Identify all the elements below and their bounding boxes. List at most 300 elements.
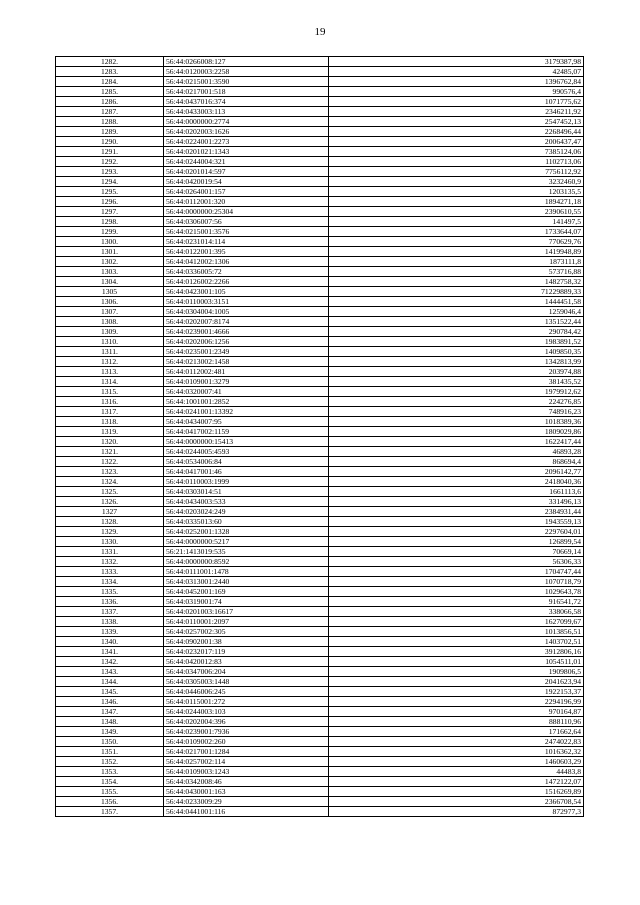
cadastral-number-cell: 56:44:0342008:46 [164, 777, 329, 787]
row-number-cell: 1282. [56, 57, 164, 67]
cadastral-value-cell: 1071775,62 [329, 97, 584, 107]
table-row [56, 227, 584, 237]
table-row [56, 617, 584, 627]
row-number-cell: 1323. [56, 467, 164, 477]
row-number-cell: 1357. [56, 807, 164, 817]
cadastral-number-cell: 56:44:0235001:2349 [164, 347, 329, 357]
row-number-cell: 1310. [56, 337, 164, 347]
cadastral-number-cell: 56:44:0257002:114 [164, 757, 329, 767]
cadastral-number-cell: 56:44:0266008:127 [164, 57, 329, 67]
cadastral-number-cell: 56:44:0244004:321 [164, 157, 329, 167]
row-number-cell: 1342. [56, 657, 164, 667]
cadastral-value-cell: 2366708,54 [329, 797, 584, 807]
cadastral-value-cell: 1396762,84 [329, 77, 584, 87]
cadastral-value-cell: 2294196,99 [329, 697, 584, 707]
cadastral-value-cell: 1909806,5 [329, 667, 584, 677]
cadastral-value-cell: 1070718,79 [329, 577, 584, 587]
cadastral-value-cell: 224276,85 [329, 397, 584, 407]
row-number-cell: 1315. [56, 387, 164, 397]
cadastral-number-cell: 56:44:0232017:119 [164, 647, 329, 657]
table-row [56, 607, 584, 617]
cadastral-number-cell: 56:44:0213002:1458 [164, 357, 329, 367]
cadastral-value-cell: 42485,07 [329, 67, 584, 77]
row-number-cell: 1285. [56, 87, 164, 97]
table-row [56, 267, 584, 277]
cadastral-number-cell: 56:44:0109001:3279 [164, 377, 329, 387]
cadastral-value-cell: 1403702,51 [329, 637, 584, 647]
table-row [56, 117, 584, 127]
cadastral-number-cell: 56:44:0000000:2774 [164, 117, 329, 127]
cadastral-number-cell: 56:44:0420012:83 [164, 657, 329, 667]
cadastral-number-cell: 56:44:0434007:95 [164, 417, 329, 427]
cadastral-number-cell: 56:44:0215001:3590 [164, 77, 329, 87]
table-row [56, 377, 584, 387]
row-number-cell: 1351. [56, 747, 164, 757]
cadastral-number-cell: 56:44:0202003:1626 [164, 127, 329, 137]
table-row [56, 677, 584, 687]
cadastral-number-cell: 56:44:0233009:29 [164, 797, 329, 807]
cadastral-number-cell: 56:44:0244005:4593 [164, 447, 329, 457]
table-row [56, 637, 584, 647]
table-row [56, 537, 584, 547]
cadastral-number-cell: 56:44:0320007:41 [164, 387, 329, 397]
table-row [56, 407, 584, 417]
cadastral-value-cell: 1873111,8 [329, 257, 584, 267]
cadastral-value-cell: 3232460,9 [329, 177, 584, 187]
cadastral-value-cell: 770629,76 [329, 237, 584, 247]
row-number-cell: 1301. [56, 247, 164, 257]
table-row [56, 77, 584, 87]
cadastral-value-cell: 2384931,44 [329, 507, 584, 517]
cadastral-number-cell: 56:44:0224001:2273 [164, 137, 329, 147]
cadastral-number-cell: 56:44:0202007:8174 [164, 317, 329, 327]
table-row [56, 307, 584, 317]
row-number-cell: 1349. [56, 727, 164, 737]
cadastral-value-cell: 1203135,5 [329, 187, 584, 197]
table-row [56, 687, 584, 697]
cadastral-value-cell: 290784,42 [329, 327, 584, 337]
cadastral-value-cell: 1516269,89 [329, 787, 584, 797]
table-row [56, 207, 584, 217]
row-number-cell: 1290. [56, 137, 164, 147]
cadastral-number-cell: 56:44:0201014:597 [164, 167, 329, 177]
table-row [56, 507, 584, 517]
cadastral-value-cell: 3179387,98 [329, 57, 584, 67]
row-number-cell: 1307. [56, 307, 164, 317]
row-number-cell: 1320. [56, 437, 164, 447]
table-row [56, 627, 584, 637]
row-number-cell: 1293. [56, 167, 164, 177]
cadastral-number-cell: 56:44:0000000:25304 [164, 207, 329, 217]
row-number-cell: 1302. [56, 257, 164, 267]
cadastral-number-cell: 56:44:0110003:1999 [164, 477, 329, 487]
table-body [56, 57, 584, 817]
cadastral-number-cell: 56:44:0231014:114 [164, 237, 329, 247]
table-row [56, 397, 584, 407]
row-number-cell: 1343. [56, 667, 164, 677]
cadastral-value-cell: 990576,4 [329, 87, 584, 97]
cadastral-number-cell: 56:44:0303014:51 [164, 487, 329, 497]
cadastral-number-cell: 56:44:1001001:2852 [164, 397, 329, 407]
table-row [56, 547, 584, 557]
row-number-cell: 1335. [56, 587, 164, 597]
table-row [56, 297, 584, 307]
cadastral-value-cell: 1013856,51 [329, 627, 584, 637]
table-row [56, 787, 584, 797]
cadastral-value-cell: 7385124,06 [329, 147, 584, 157]
row-number-cell: 1355. [56, 787, 164, 797]
row-number-cell: 1321. [56, 447, 164, 457]
table-row [56, 147, 584, 157]
cadastral-value-cell: 970164,87 [329, 707, 584, 717]
table-row [56, 137, 584, 147]
table-row [56, 67, 584, 77]
cadastral-value-cell: 141497,5 [329, 217, 584, 227]
cadastral-value-cell: 2297604,01 [329, 527, 584, 537]
cadastral-value-cell: 1943559,13 [329, 517, 584, 527]
cadastral-number-cell: 56:44:0202006:1256 [164, 337, 329, 347]
cadastral-value-cell: 1409850,35 [329, 347, 584, 357]
row-number-cell: 1319. [56, 427, 164, 437]
row-number-cell: 1283. [56, 67, 164, 77]
row-number-cell: 1332. [56, 557, 164, 567]
table-row [56, 287, 584, 297]
row-number-cell: 1324. [56, 477, 164, 487]
row-number-cell: 1330. [56, 537, 164, 547]
cadastral-number-cell: 56:21:1413019:535 [164, 547, 329, 557]
cadastral-value-cell: 868694,4 [329, 457, 584, 467]
row-number-cell: 1356. [56, 797, 164, 807]
row-number-cell: 1352. [56, 757, 164, 767]
page-number: 19 [314, 26, 326, 38]
table-row [56, 97, 584, 107]
cadastral-value-cell: 7756112,92 [329, 167, 584, 177]
table-row [56, 187, 584, 197]
row-number-cell: 1346. [56, 697, 164, 707]
row-number-cell: 1347. [56, 707, 164, 717]
cadastral-number-cell: 56:44:0417002:1159 [164, 427, 329, 437]
cadastral-value-cell: 1460603,29 [329, 757, 584, 767]
cadastral-number-cell: 56:44:0423001:105 [164, 287, 329, 297]
cadastral-value-cell: 1922153,37 [329, 687, 584, 697]
row-number-cell: 1331. [56, 547, 164, 557]
table-row [56, 727, 584, 737]
table-row [56, 747, 584, 757]
row-number-cell: 1329. [56, 527, 164, 537]
cadastral-value-cell: 2041623,94 [329, 677, 584, 687]
row-number-cell: 1284. [56, 77, 164, 87]
cadastral-value-cell: 70669,14 [329, 547, 584, 557]
table-row [56, 57, 584, 67]
cadastral-number-cell: 56:44:0202004:396 [164, 717, 329, 727]
table-row [56, 477, 584, 487]
table-row [56, 587, 584, 597]
cadastral-value-cell: 2390610,55 [329, 207, 584, 217]
table-row [56, 257, 584, 267]
row-number-cell: 1288. [56, 117, 164, 127]
cadastral-value-cell: 1029643,78 [329, 587, 584, 597]
cadastral-number-cell: 56:44:0336005:72 [164, 267, 329, 277]
cadastral-value-cell: 1979912,62 [329, 387, 584, 397]
table-row [56, 177, 584, 187]
table-row [56, 437, 584, 447]
row-number-cell: 1286. [56, 97, 164, 107]
table-row [56, 347, 584, 357]
cadastral-number-cell: 56:44:0446006:245 [164, 687, 329, 697]
cadastral-number-cell: 56:44:0433003:113 [164, 107, 329, 117]
row-number-cell: 1334. [56, 577, 164, 587]
table-row [56, 527, 584, 537]
table-row [56, 497, 584, 507]
cadastral-value-cell: 2096142,77 [329, 467, 584, 477]
cadastral-number-cell: 56:44:0120003:2258 [164, 67, 329, 77]
cadastral-number-cell: 56:44:0902001:38 [164, 637, 329, 647]
cadastral-value-cell: 56306,33 [329, 557, 584, 567]
row-number-cell: 1353. [56, 767, 164, 777]
cadastral-value-cell: 1016362,32 [329, 747, 584, 757]
row-number-cell: 1303. [56, 267, 164, 277]
row-number-cell: 1299. [56, 227, 164, 237]
cadastral-number-cell: 56:44:0000000:5217 [164, 537, 329, 547]
row-number-cell: 1298. [56, 217, 164, 227]
table-row [56, 647, 584, 657]
row-number-cell: 1308. [56, 317, 164, 327]
cadastral-value-cell: 331496,13 [329, 497, 584, 507]
table-row [56, 567, 584, 577]
cadastral-number-cell: 56:44:0335013:60 [164, 517, 329, 527]
cadastral-number-cell: 56:44:0305003:1448 [164, 677, 329, 687]
table-row [56, 427, 584, 437]
cadastral-value-cell: 1627099,67 [329, 617, 584, 627]
cadastral-value-cell: 573716,88 [329, 267, 584, 277]
cadastral-number-cell: 56:44:0347006:204 [164, 667, 329, 677]
cadastral-number-cell: 56:44:0203024:249 [164, 507, 329, 517]
cadastral-value-cell: 872977,3 [329, 807, 584, 817]
table-row [56, 107, 584, 117]
row-number-cell: 1341. [56, 647, 164, 657]
cadastral-number-cell: 56:44:0257002:305 [164, 627, 329, 637]
cadastral-value-cell: 1472122,07 [329, 777, 584, 787]
cadastral-value-cell: 3912806,16 [329, 647, 584, 657]
table-row [56, 447, 584, 457]
row-number-cell: 1325. [56, 487, 164, 497]
row-number-cell: 1292. [56, 157, 164, 167]
row-number-cell: 1312. [56, 357, 164, 367]
row-number-cell: 1313. [56, 367, 164, 377]
cadastral-number-cell: 56:44:0201021:1343 [164, 147, 329, 157]
cadastral-number-cell: 56:44:0115001:272 [164, 697, 329, 707]
row-number-cell: 1295. [56, 187, 164, 197]
cadastral-number-cell: 56:44:0319001:74 [164, 597, 329, 607]
cadastral-value-cell: 1983891,52 [329, 337, 584, 347]
cadastral-number-cell: 56:44:0264001:157 [164, 187, 329, 197]
cadastral-number-cell: 56:44:0437016:374 [164, 97, 329, 107]
table-row [56, 337, 584, 347]
cadastral-number-cell: 56:44:0434003:533 [164, 497, 329, 507]
cadastral-number-cell: 56:44:0112002:481 [164, 367, 329, 377]
cadastral-number-cell: 56:44:0109003:1243 [164, 767, 329, 777]
row-number-cell: 1297. [56, 207, 164, 217]
cadastral-number-cell: 56:44:0441001:116 [164, 807, 329, 817]
table-row [56, 757, 584, 767]
cadastral-number-cell: 56:44:0110001:2097 [164, 617, 329, 627]
row-number-cell: 1337. [56, 607, 164, 617]
cadastral-number-cell: 56:44:0217001:518 [164, 87, 329, 97]
table-row [56, 777, 584, 787]
table-row [56, 657, 584, 667]
table-row [56, 167, 584, 177]
cadastral-value-cell: 1342813,99 [329, 357, 584, 367]
cadastral-value-cell: 1259046,4 [329, 307, 584, 317]
table-row [56, 157, 584, 167]
cadastral-value-cell: 2547452,13 [329, 117, 584, 127]
table-row [56, 557, 584, 567]
cadastral-value-cell: 888110,96 [329, 717, 584, 727]
cadastral-value-cell: 2006437,47 [329, 137, 584, 147]
row-number-cell: 1350. [56, 737, 164, 747]
row-number-cell: 1294. [56, 177, 164, 187]
table-row [56, 707, 584, 717]
cadastral-number-cell: 56:44:0306007:56 [164, 217, 329, 227]
cadastral-value-cell: 1444451,58 [329, 297, 584, 307]
cadastral-value-cell: 1661113,6 [329, 487, 584, 497]
cadastral-value-cell: 1622417,44 [329, 437, 584, 447]
cadastral-number-cell: 56:44:0109002:260 [164, 737, 329, 747]
row-number-cell: 1354. [56, 777, 164, 787]
table-row [56, 217, 584, 227]
table-row [56, 317, 584, 327]
table-row [56, 237, 584, 247]
cadastral-number-cell: 56:44:0417001:46 [164, 467, 329, 477]
row-number-cell: 1296. [56, 197, 164, 207]
table-row [56, 387, 584, 397]
table-row [56, 417, 584, 427]
cadastral-value-cell: 2474022,83 [329, 737, 584, 747]
table-row [56, 87, 584, 97]
row-number-cell: 1328. [56, 517, 164, 527]
row-number-cell: 1339. [56, 627, 164, 637]
cadastral-value-cell: 46893,28 [329, 447, 584, 457]
table-row [56, 517, 584, 527]
cadastral-value-cell: 203974,88 [329, 367, 584, 377]
cadastral-value-cell: 381435,52 [329, 377, 584, 387]
table-row [56, 697, 584, 707]
cadastral-number-cell: 56:44:0112001:320 [164, 197, 329, 207]
cadastral-number-cell: 56:44:0313001:2440 [164, 577, 329, 587]
table-row [56, 197, 584, 207]
cadastral-number-cell: 56:44:0239001:7936 [164, 727, 329, 737]
row-number-cell: 1306. [56, 297, 164, 307]
row-number-cell: 1314. [56, 377, 164, 387]
row-number-cell: 1316. [56, 397, 164, 407]
cadastral-number-cell: 56:44:0420019:54 [164, 177, 329, 187]
row-number-cell: 1304. [56, 277, 164, 287]
cadastral-value-cell: 2346211,92 [329, 107, 584, 117]
cadastral-value-cell: 71229889,33 [329, 287, 584, 297]
table-row [56, 467, 584, 477]
cadastral-number-cell: 56:44:0126002:2266 [164, 277, 329, 287]
row-number-cell: 1311. [56, 347, 164, 357]
cadastral-value-cell: 748916,23 [329, 407, 584, 417]
cadastral-value-cell: 1054511,01 [329, 657, 584, 667]
cadastral-value-cell: 916541,72 [329, 597, 584, 607]
cadastral-number-cell: 56:44:0000000:8592 [164, 557, 329, 567]
cadastral-value-cell: 1894271,18 [329, 197, 584, 207]
row-number-cell: 1309. [56, 327, 164, 337]
table-row [56, 357, 584, 367]
row-number-cell: 1338. [56, 617, 164, 627]
cadastral-number-cell: 56:44:0304004:1005 [164, 307, 329, 317]
table-row [56, 737, 584, 747]
table-row [56, 597, 584, 607]
table-row [56, 277, 584, 287]
table-row [56, 457, 584, 467]
cadastral-number-cell: 56:44:0122001:395 [164, 247, 329, 257]
cadastral-value-cell: 338066,58 [329, 607, 584, 617]
table-row [56, 367, 584, 377]
cadastral-value-cell: 171662,64 [329, 727, 584, 737]
cadastral-number-cell: 56:44:0430001:163 [164, 787, 329, 797]
table-row [56, 327, 584, 337]
table-row [56, 487, 584, 497]
cadastral-value-cell: 1733644,07 [329, 227, 584, 237]
row-number-cell: 1322. [56, 457, 164, 467]
row-number-cell: 1348. [56, 717, 164, 727]
cadastral-number-cell: 56:44:0241001:13392 [164, 407, 329, 417]
row-number-cell: 1317. [56, 407, 164, 417]
cadastral-value-cell: 2268496,44 [329, 127, 584, 137]
row-number-cell: 1291. [56, 147, 164, 157]
cadastral-number-cell: 56:44:0215001:3576 [164, 227, 329, 237]
cadastral-number-cell: 56:44:0412002:1306 [164, 257, 329, 267]
row-number-cell: 1336. [56, 597, 164, 607]
cadastral-value-cell: 1704747,44 [329, 567, 584, 577]
cadastral-value-cell: 1809029,86 [329, 427, 584, 437]
cadastral-value-cell: 2418040,36 [329, 477, 584, 487]
table-row [56, 127, 584, 137]
cadastral-value-cell: 1419948,89 [329, 247, 584, 257]
row-number-cell: 1300. [56, 237, 164, 247]
cadastral-number-cell: 56:44:0110003:3151 [164, 297, 329, 307]
cadastral-value-cell: 126899,54 [329, 537, 584, 547]
row-number-cell: 1318. [56, 417, 164, 427]
table-row [56, 807, 584, 817]
table-row [56, 247, 584, 257]
table-row [56, 667, 584, 677]
row-number-cell: 1327 [56, 507, 164, 517]
row-number-cell: 1326. [56, 497, 164, 507]
cadastral-number-cell: 56:44:0217001:1284 [164, 747, 329, 757]
table-row [56, 797, 584, 807]
cadastral-value-cell: 1482758,32 [329, 277, 584, 287]
row-number-cell: 1333. [56, 567, 164, 577]
row-number-cell: 1345. [56, 687, 164, 697]
table-row [56, 767, 584, 777]
cadastral-value-cell: 1018389,36 [329, 417, 584, 427]
cadastral-value-cell: 1351522,44 [329, 317, 584, 327]
cadastral-number-cell: 56:44:0244003:103 [164, 707, 329, 717]
row-number-cell: 1344. [56, 677, 164, 687]
cadastral-number-cell: 56:44:0111001:1478 [164, 567, 329, 577]
table-row [56, 577, 584, 587]
cadastral-value-cell: 1102713,06 [329, 157, 584, 167]
row-number-cell: 1305 [56, 287, 164, 297]
table-row [56, 717, 584, 727]
row-number-cell: 1289. [56, 127, 164, 137]
cadastral-number-cell: 56:44:0239001:4666 [164, 327, 329, 337]
row-number-cell: 1340. [56, 637, 164, 647]
cadastral-number-cell: 56:44:0252001:1328 [164, 527, 329, 537]
